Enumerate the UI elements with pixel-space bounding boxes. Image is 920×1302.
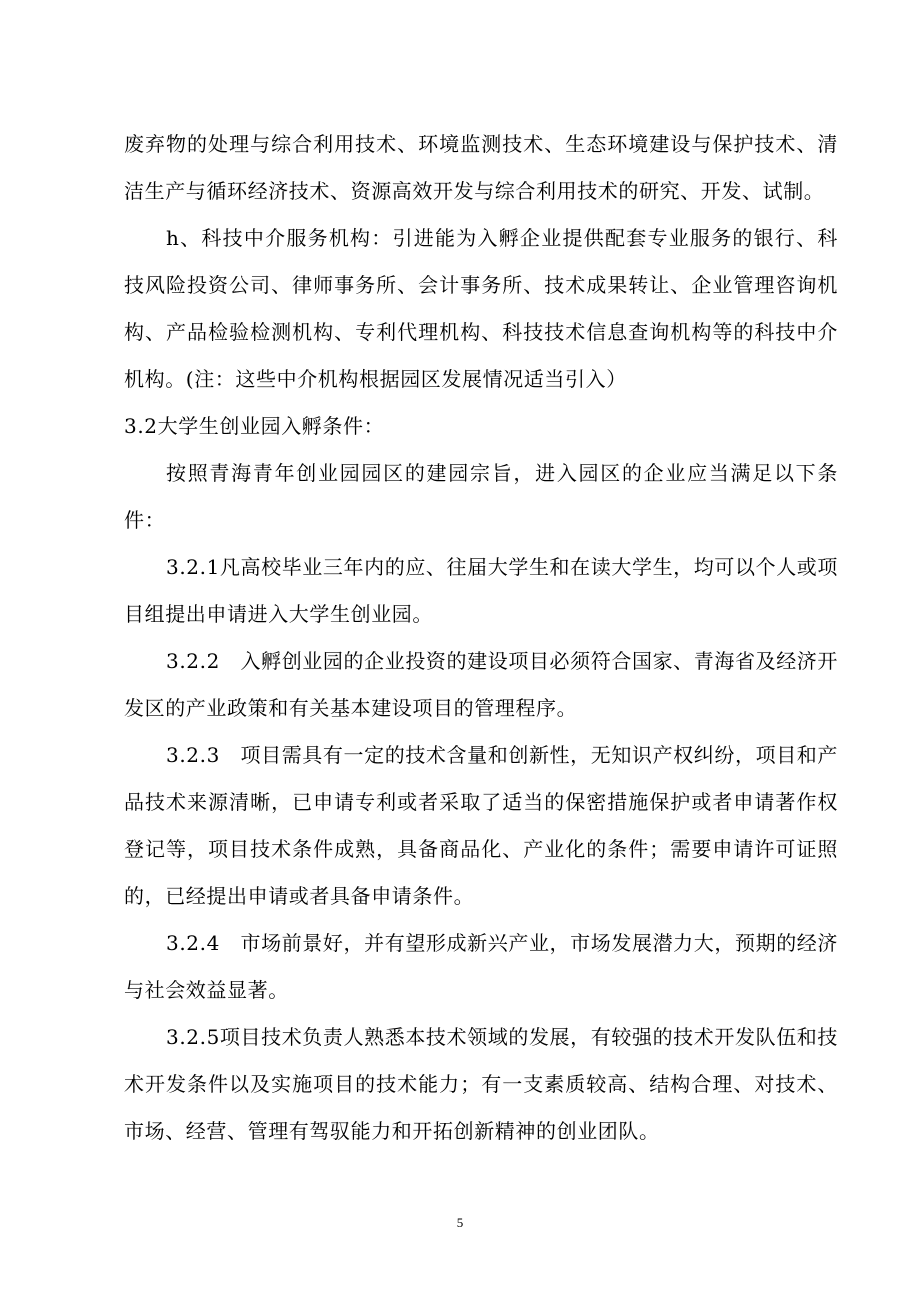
page-number: 5 [456, 1215, 464, 1230]
paragraph-condition-3-2-4: 3.2.4 市场前景好，并有望形成新兴产业，市场发展潜力大，预期的经济与社会效益显著。 [124, 931, 838, 1002]
paragraph-condition-3-2-3: 3.2.3 项目需具有一定的技术含量和创新性，无知识产权纠纷，项目和产品技术来源清晰，已申请专利或者采取了适当的保密措施保护或者申请著作权登记等，项目技术条件成熟，具备商品化、产业化的条件；需要申请许可证照的，已经提出申请或者具备申请条件。 [124, 743, 838, 908]
paragraph-condition-3-2-5: 3.2.5项目技术负责人熟悉本技术领域的发展，有较强的技术开发队伍和技术开发条件以及实施项目的技术能力；有一支素质较高、结构合理、对技术、市场、经营、管理有驾驭能力和开拓创新精神的创业团队。 [124, 1025, 838, 1143]
paragraph-waste-technology: 废弃物的处理与综合利用技术、环境监测技术、生态环境建设与保护技术、清洁生产与循环经济技术、资源高效开发与综合利用技术的研究、开发、试制。 [124, 132, 838, 203]
paragraph-intermediary-services: h、科技中介服务机构：引进能为入孵企业提供配套专业服务的银行、科技风险投资公司、律师事务所、会计事务所、技术成果转让、企业管理咨询机构、产品检验检测机构、专利代理机构、科技技术信息查询机构等的科技中介机构。(注：这些中介机构根据园区发展情况适当引入） [124, 226, 838, 391]
section-heading-3-2: 3.2大学生创业园入孵条件： [124, 414, 385, 438]
paragraph-entry-conditions-intro: 按照青海青年创业园园区的建园宗旨，进入园区的企业应当满足以下条件： [124, 461, 838, 532]
document-body [124, 121, 838, 1155]
paragraph-condition-3-2-1: 3.2.1凡高校毕业三年内的应、往届大学生和在读大学生，均可以个人或项目组提出申请进入大学生创业园。 [124, 555, 838, 626]
paragraph-condition-3-2-2: 3.2.2 入孵创业园的企业投资的建设项目必须符合国家、青海省及经济开发区的产业政策和有关基本建设项目的管理程序。 [124, 649, 838, 720]
